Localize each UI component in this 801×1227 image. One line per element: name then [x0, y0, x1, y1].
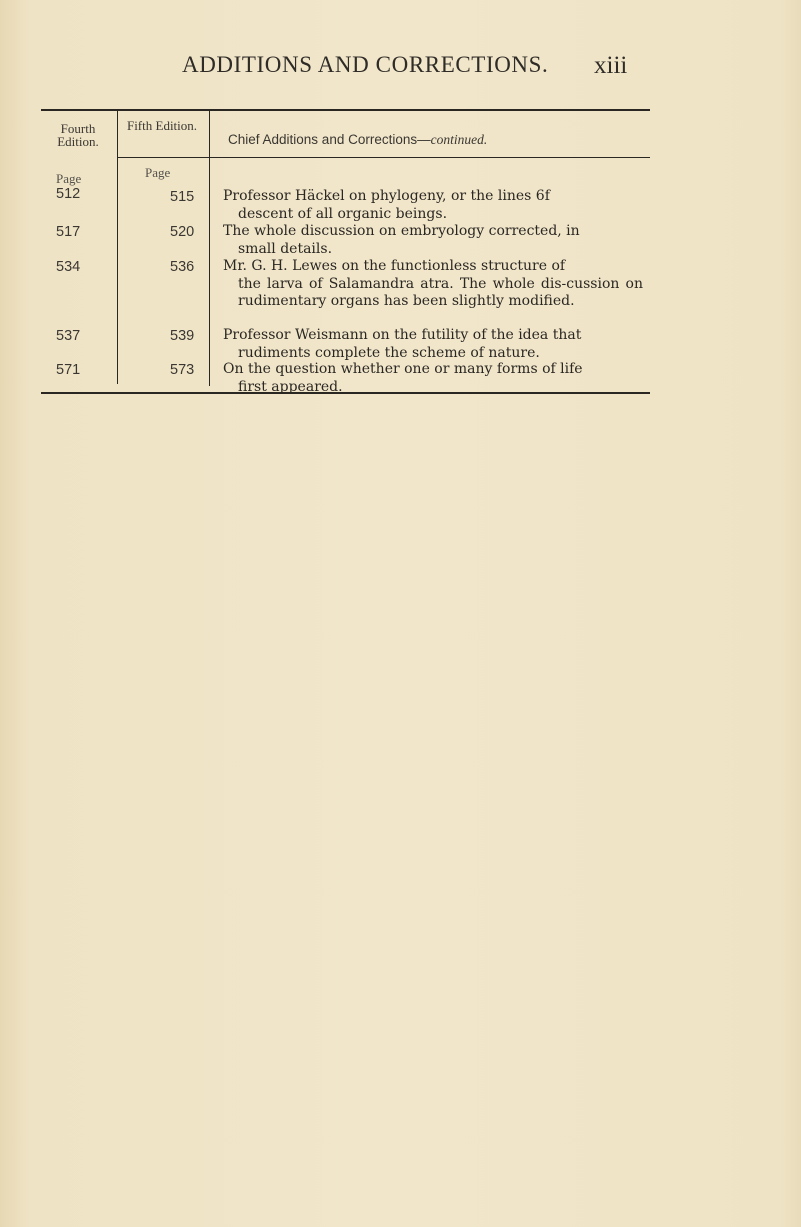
header-chief-additions	[228, 133, 628, 146]
fifth-edition-page: 573	[170, 362, 195, 378]
table-row	[223, 223, 643, 258]
entry-text-continued: first appeared.	[238, 378, 343, 395]
entry-text: Professor Häckel on phylogeny, or the lines 6f	[223, 188, 550, 204]
column-divider	[117, 111, 118, 384]
running-title: ADDITIONS AND CORRECTIONS.	[182, 52, 549, 77]
fifth-edition-page: 515	[170, 189, 195, 205]
fifth-edition-page: 520	[170, 224, 195, 240]
fourth-edition-page: 571	[56, 362, 81, 378]
entry-text-continued: the larva of Salamandra atra. The whole dis-cussion on rudimentary organs has been slightly modified.	[238, 275, 643, 309]
subheader-page-fourth: Page	[56, 171, 82, 186]
column-divider	[209, 111, 210, 386]
table-row	[223, 327, 643, 362]
header-fifth-edition: Fifth Edition.	[126, 118, 198, 133]
fifth-edition-page: 536	[170, 259, 195, 275]
entry-text-continued: rudiments complete the scheme of nature.	[238, 344, 540, 361]
entry-text: On the question whether one or many forms of life	[223, 361, 583, 377]
fourth-edition-page: 517	[56, 224, 81, 240]
fourth-edition-page: 534	[56, 259, 81, 275]
entry-text: Professor Weismann on the futility of the idea that	[223, 327, 582, 343]
fourth-edition-page: 537	[56, 328, 81, 344]
subheader-page-fifth: Page	[145, 165, 171, 180]
header-chief-prefix: Chief Additions and Corrections—	[228, 132, 431, 147]
entry-text: Mr. G. H. Lewes on the functionless structure of	[223, 258, 566, 274]
fifth-edition-page: 539	[170, 328, 195, 344]
header-rule	[117, 157, 650, 158]
entry-text-continued: descent of all organic beings.	[238, 205, 448, 222]
entry-text: The whole discussion on embryology corrected, in	[223, 223, 580, 239]
page-number: xiii	[594, 52, 628, 79]
table-row	[223, 258, 643, 311]
table-row	[223, 361, 643, 396]
table-row	[223, 188, 643, 223]
table-top-rule	[41, 109, 650, 111]
header-fourth-edition: Fourth Edition.	[57, 121, 99, 149]
fourth-edition-page: 512	[56, 186, 81, 202]
running-head	[0, 52, 801, 82]
header-chief-suffix: continued.	[430, 132, 488, 147]
entry-text-continued: small details.	[238, 240, 333, 257]
